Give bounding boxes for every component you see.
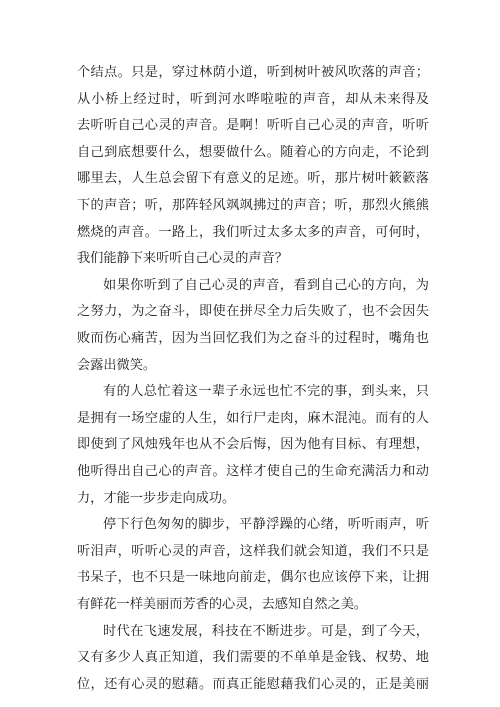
- text-line: 听泪声，听听心灵的声音，这样我们就会知道，我们不只是: [77, 543, 429, 559]
- text-line: 是拥有一场空虚的人生，如行尸走肉，麻木混沌。而有的人: [77, 410, 429, 426]
- text-line: 力，才能一步步走向成功。: [77, 490, 236, 506]
- text-line: 哪里去，人生总会留下有意义的足迹。听，那片树叶簌簌落: [77, 171, 429, 187]
- text-line: 如果你听到了自己心灵的声音，看到自己心的方向，为: [103, 277, 429, 293]
- text-line: 之努力，为之奋斗，即使在拼尽全力后失败了，也不会因失: [77, 304, 429, 320]
- text-line: 自己到底想要什么，想要做什么。随着心的方向走，不论到: [77, 144, 429, 160]
- text-line: 有鲜花一样美丽而芳香的心灵，去感知自然之美。: [77, 597, 368, 612]
- text-line: 有的人总忙着这一辈子永远也忙不完的事，到头来，只: [103, 384, 429, 400]
- text-line: 停下行色匆匆的脚步，平静浮躁的心绪，听听雨声，听: [103, 517, 429, 533]
- text-line: 即使到了风烛残年也从不会后悔，因为他有目标、有理想，: [77, 437, 429, 453]
- text-line: 会露出微笑。: [77, 357, 157, 373]
- text-line: 书呆子，也不只是一味地向前走，偶尔也应该停下来，让拥: [77, 570, 429, 586]
- text-line: 下的声音；听，那阵轻风飒飒拂过的声音；听，那烈火熊熊: [77, 198, 429, 213]
- text-line: 又有多少人真正知道，我们需要的不单单是金钱、权势、地: [77, 650, 429, 666]
- text-line: 燃烧的声音。一路上，我们听过太多太多的声音，可何时，: [77, 224, 429, 240]
- text-line: 个结点。只是，穿过林荫小道，听到树叶被风吹落的声音；: [77, 65, 429, 80]
- text-line: 败而伤心痛苦，因为当回忆我们为之奋斗的过程时，嘴角也: [77, 331, 429, 346]
- text-line: 他听得出自己心的声音。这样才使自己的生命充满活力和动: [77, 464, 429, 479]
- text-line: 时代在飞速发展，科技在不断进步。可是，到了今天，: [103, 623, 429, 639]
- text-line: 从小桥上经过时，听到河水哗啦啦的声音，却从未来得及: [77, 91, 429, 107]
- text-line: 我们能静下来听听自己心灵的声音？: [77, 251, 288, 267]
- text-line: 去听听自己心灵的声音。是啊！听听自己心灵的声音，听听: [77, 118, 429, 134]
- text-line: 位，还有心灵的慰藉。而真正能慰藉我们心灵的，正是美丽: [77, 676, 429, 692]
